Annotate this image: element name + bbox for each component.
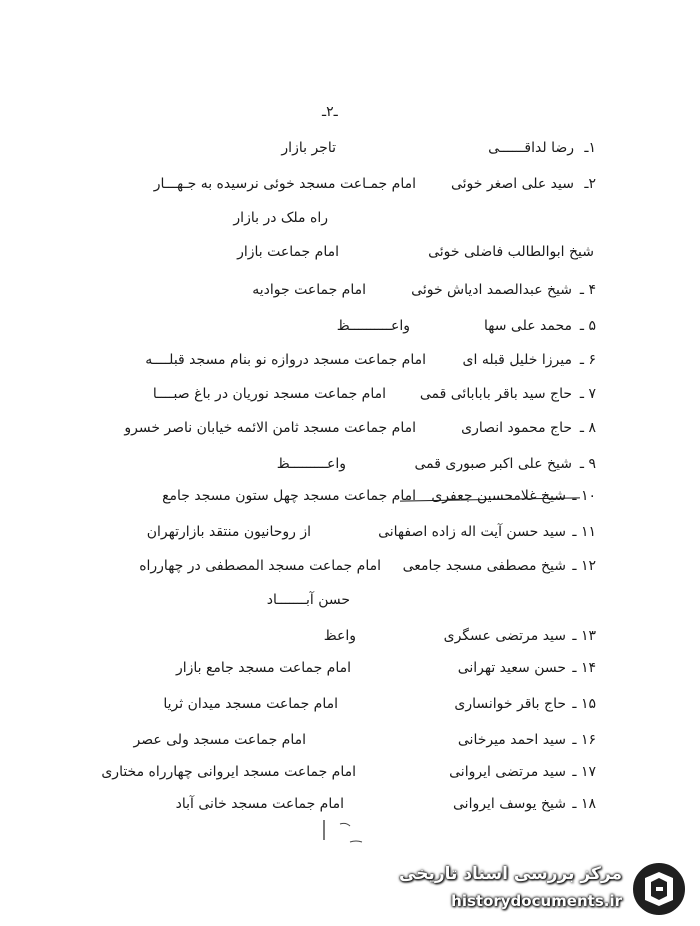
entry-name: شیخ ابوالطالب فاضلی خوئی	[428, 244, 594, 260]
entry-role: امام جماعت مسجد میدان ثریا	[163, 696, 338, 712]
entry-name: شیخ غلامحسین جعفری	[431, 488, 566, 504]
entry-number: ۱ـ	[584, 140, 596, 156]
entry-name: محمد علی سها	[484, 318, 572, 334]
entry-role: امام جماعت مسجد خانی آباد	[175, 796, 344, 812]
watermark-logo	[399, 858, 692, 920]
entry-number: ۱۲ ـ	[572, 558, 596, 574]
entry-role: امام جماعت مسجد المصطفی در چهارراه	[139, 558, 381, 574]
entry-number: ۲ـ	[584, 176, 596, 192]
entry-name: شیخ مصطفی مسجد جامعی	[402, 558, 566, 574]
entry-name: حاج باقر خوانساری	[454, 696, 566, 712]
entry-role-continuation: راه ملک در بازار	[233, 210, 328, 226]
entry-number: ۱۷ ـ	[572, 764, 596, 780]
entry-role: از روحانیون منتقد بازارتهران	[146, 524, 311, 540]
list-item	[96, 456, 596, 476]
entry-name: سید حسن آیت اله زاده اصفهانی	[378, 524, 566, 540]
entry-name: حاج محمود انصاری	[461, 420, 572, 436]
entry-role: امام جماعت مسجد دروازه نو بنام مسجد قبلــــه	[145, 352, 426, 368]
archive-logo-icon	[630, 860, 688, 918]
watermark-title: مرکز بررسی اسناد تاریخی	[399, 864, 622, 884]
entry-number: ۱۸ ـ	[572, 796, 596, 812]
entry-name: حاج سید باقر بابابائی قمی	[419, 386, 572, 402]
entry-role: امام جماعت مسجد چهل ستون مسجد جامع	[162, 488, 416, 504]
entry-role: واعظ	[323, 628, 356, 644]
list-item	[96, 318, 596, 338]
entry-role: امام جماعت مسجد ایروانی چهارراه مختاری	[101, 764, 356, 780]
list-item	[94, 244, 594, 264]
margin-mark	[318, 818, 364, 846]
entry-name: شیخ عبدالصمد ادیاش خوئی	[411, 282, 572, 298]
entry-role: امام جماعت مسجد ولی عصر	[133, 732, 306, 748]
watermark-url: historydocuments.ir	[451, 892, 622, 910]
page-number: ـ۲ـ	[322, 104, 338, 120]
list-item	[96, 140, 596, 160]
list-item	[96, 732, 596, 752]
entry-number: ۸ ـ	[579, 420, 596, 436]
entry-role: تاجر بازار	[281, 140, 336, 156]
list-item	[96, 176, 596, 196]
entry-number: ۵ ـ	[579, 318, 596, 334]
entry-role: واعــــــــــظ	[336, 318, 410, 334]
list-item	[96, 660, 596, 680]
entry-number: ۹ ـ	[579, 456, 596, 472]
list-item	[96, 386, 596, 406]
entry-name: سید احمد میرخانی	[457, 732, 566, 748]
entry-number: ۴ ـ	[579, 282, 596, 298]
list-item	[96, 524, 596, 544]
entry-number: ۶ ـ	[579, 352, 596, 368]
list-item	[96, 628, 596, 648]
entry-role-continuation: حسن آبـــــــاد	[266, 592, 350, 608]
entry-number: ۷ ـ	[579, 386, 596, 402]
entry-name: شیخ علی اکبر صبوری قمی	[414, 456, 572, 472]
entry-role: امام جماعت مسجد جامع بازار	[175, 660, 351, 676]
entry-number: ۱۴ ـ	[572, 660, 596, 676]
entry-name: شیخ یوسف ایروانی	[453, 796, 566, 812]
entry-name: رضا لداقــــــی	[488, 140, 574, 156]
entry-role: امام جماعت جوادیه	[252, 282, 366, 298]
entry-role: امام جماعت بازار	[237, 244, 339, 260]
list-item	[96, 282, 596, 302]
entry-number: ۱۱ ـ	[572, 524, 596, 540]
list-item	[96, 696, 596, 716]
entry-name: میرزا خلیل قبله ای	[462, 352, 572, 368]
list-item	[96, 420, 596, 440]
entry-role: امام جماعت مسجد نوریان در باغ صبــــا	[152, 386, 386, 402]
list-item	[96, 796, 596, 816]
entry-number: ۱۶ ـ	[572, 732, 596, 748]
entry-name: سید علی اصغر خوئی	[450, 176, 574, 192]
entry-number: ۱۰ ـ	[572, 488, 596, 504]
list-item	[96, 764, 596, 784]
entry-role: امام جمـاعت مسجد خوئی نرسیده به جـهـــار	[153, 176, 416, 192]
list-item	[96, 558, 596, 578]
entry-role: واعـــــــــظ	[276, 456, 346, 472]
entry-number: ۱۳ ـ	[572, 628, 596, 644]
entry-number: ۱۵ ـ	[572, 696, 596, 712]
entry-name: سید مرتضی ایروانی	[449, 764, 566, 780]
entry-name: سید مرتضی عسگری	[443, 628, 566, 644]
entry-role: امام جماعت مسجد ثامن الائمه خیابان ناصر خسرو	[124, 420, 416, 436]
entry-name: حسن سعید تهرانی	[457, 660, 566, 676]
list-item	[96, 352, 596, 372]
